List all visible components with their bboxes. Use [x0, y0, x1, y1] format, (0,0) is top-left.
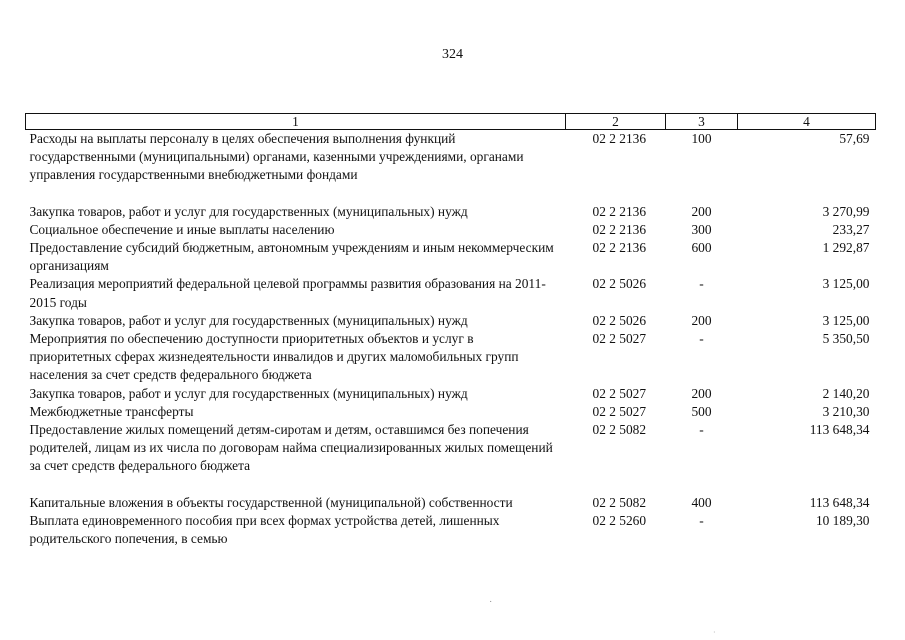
row-description: Мероприятия по обеспечению доступности приоритетных объектов и услуг в приоритетных сферах жизнедеятельности инвалидов и других маломобильных групп населения за счет средств федерального бюджета — [29, 331, 519, 383]
row-amount: 113 648,34 — [809, 494, 870, 510]
row-amount: 1 292,87 — [822, 240, 870, 256]
table-row — [26, 494, 876, 512]
row-amount: 3 125,00 — [822, 312, 870, 328]
row-code: 02 2 5082 — [592, 494, 647, 510]
row-description: Реализация мероприятий федеральной целевой программы развития образования на 2011-2015 годы — [29, 276, 546, 310]
row-description: Социальное обеспечение и иные выплаты населению — [29, 221, 335, 237]
column-header-1: 1 — [26, 114, 566, 130]
column-header-3: 3 — [666, 114, 738, 130]
row-amount: 3 125,00 — [822, 276, 870, 292]
scan-speck: ˙ — [489, 600, 493, 611]
table-row — [26, 203, 876, 221]
page-number: 324 — [442, 47, 463, 62]
row-expense-type: 300 — [691, 221, 712, 237]
row-expense-type: - — [699, 276, 704, 292]
row-description: Выплата единовременного пособия при всех формах устройства детей, лишенных родительского попечения, в семью — [29, 512, 500, 547]
table-row — [26, 239, 876, 275]
row-description: Закупка товаров, работ и услуг для государственных (муниципальных) нужд — [29, 385, 468, 401]
table-row — [26, 512, 876, 548]
row-expense-type: 200 — [691, 385, 712, 401]
table-header-row — [26, 114, 876, 130]
table-row — [26, 403, 876, 421]
row-amount: 233,27 — [832, 221, 870, 237]
row-code: 02 2 5027 — [592, 385, 647, 401]
row-code: 02 2 5026 — [592, 312, 647, 328]
row-code: 02 2 5027 — [592, 331, 647, 347]
table-row — [26, 275, 876, 311]
row-amount: 57,69 — [839, 131, 870, 146]
table-row — [26, 421, 876, 476]
row-description: Предоставление субсидий бюджетным, автономным учреждениям и иным некоммерческим организациям — [29, 240, 554, 274]
column-header-2: 2 — [566, 114, 666, 130]
row-expense-type: 400 — [691, 494, 712, 510]
row-description: Предоставление жилых помещений детям-сиротам и детям, оставшимся без попечения родителей, лицам из их числа по договорам найма специализированных жилых помещений за счет средств федерального бюджета — [29, 422, 553, 474]
row-description: Капитальные вложения в объекты государственной (муниципальной) собственности — [29, 494, 513, 510]
row-code: 02 2 5082 — [592, 422, 647, 438]
row-code: 02 2 5027 — [592, 403, 647, 419]
row-description: Межбюджетные трансферты — [29, 403, 194, 419]
row-code: 02 2 2136 — [592, 203, 647, 219]
row-expense-type: 600 — [691, 240, 712, 256]
row-description: Расходы на выплаты персоналу в целях обеспечения выполнения функций государственными (муниципальными) органами, казенными учреждениями, органами управления государственными внебюджетными фондами — [29, 131, 524, 183]
row-expense-type: - — [699, 512, 704, 528]
row-expense-type: 200 — [691, 203, 712, 219]
row-expense-type: 500 — [691, 403, 712, 419]
table-row — [26, 130, 876, 185]
column-header-4: 4 — [738, 114, 876, 130]
row-amount: 113 648,34 — [809, 422, 870, 438]
row-amount: 10 189,30 — [815, 512, 870, 528]
table-row — [26, 385, 876, 403]
row-description: Закупка товаров, работ и услуг для государственных (муниципальных) нужд — [29, 203, 468, 219]
row-code: 02 2 5260 — [592, 512, 647, 528]
row-amount: 3 270,99 — [822, 203, 870, 219]
row-code: 02 2 2136 — [592, 221, 647, 237]
scan-speck: · — [713, 628, 716, 637]
row-code: 02 2 2136 — [592, 131, 647, 146]
table-row — [26, 330, 876, 385]
row-amount: 3 210,30 — [822, 403, 870, 419]
budget-table — [25, 113, 876, 548]
row-expense-type: 200 — [691, 312, 712, 328]
table-row — [26, 221, 876, 239]
row-amount: 2 140,20 — [822, 385, 870, 401]
row-code: 02 2 2136 — [592, 240, 647, 256]
table-row — [26, 312, 876, 330]
row-expense-type: - — [699, 422, 704, 438]
row-amount: 5 350,50 — [822, 331, 870, 347]
spacer-row — [26, 476, 876, 494]
spacer-row — [26, 185, 876, 203]
row-code: 02 2 5026 — [592, 276, 647, 292]
row-expense-type: - — [699, 331, 704, 347]
row-expense-type: 100 — [691, 131, 712, 146]
row-description: Закупка товаров, работ и услуг для государственных (муниципальных) нужд — [29, 312, 468, 328]
